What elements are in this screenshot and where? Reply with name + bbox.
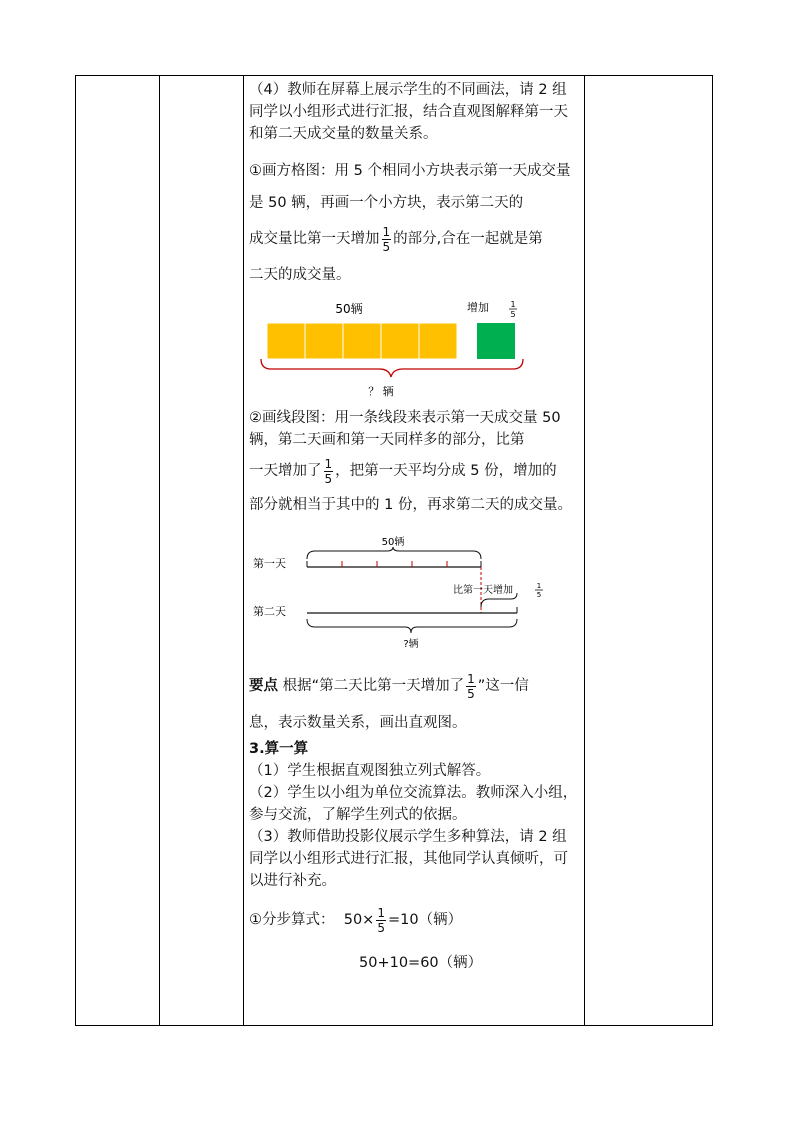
column-divider (159, 76, 160, 1025)
calc-label: ①分步算式： (249, 912, 335, 928)
key-label: 要点 (249, 678, 278, 694)
total-brace (261, 359, 523, 377)
text: =10（辆） (387, 912, 463, 928)
fig2-bottom-label: ?辆 (403, 639, 419, 650)
fig2-compare-label: 比第一天增加 (453, 585, 513, 596)
fig1-add-label: 增加 (467, 301, 489, 314)
fig2-day2: 第二天 (253, 605, 286, 618)
calc-step-1 (249, 898, 579, 942)
fig2-day1: 第一天 (253, 557, 286, 570)
text: ”这一信 (477, 678, 529, 694)
text: 成交量比第一天增加 (249, 231, 380, 247)
fraction-one-fifth: $\frac{1}{5}$ (377, 905, 385, 935)
lesson-content (249, 79, 579, 974)
column-divider (243, 76, 244, 1025)
fig1-frac-num: 1 (510, 300, 516, 309)
paragraph-step4: （4）教师在屏幕上展示学生的不同画法，请 2 组同学以小组形式进行汇报，结合直观图解释第一天和第二天成交量的数量关系。 (249, 82, 568, 142)
green-block (477, 323, 515, 359)
paragraph-line-method-end: 部分就相当于其中的 1 份，再求第二天的成交量。 (249, 497, 572, 513)
fraction-one-fifth: $\frac{1}{5}$ (467, 671, 475, 701)
text: 的部分,合在一起就是第 (393, 231, 543, 247)
text: 一天增加了 (249, 463, 322, 479)
paragraph-grid-method-cont (249, 219, 579, 259)
grid-diagram (249, 297, 579, 407)
yellow-block (267, 323, 305, 359)
fraction-one-fifth: $\frac{1}{5}$ (324, 456, 333, 486)
column-divider (584, 76, 585, 1025)
fig2-frac-den: 5 (536, 591, 542, 599)
text: ，把第一天平均分成 5 份，增加的 (335, 463, 557, 479)
fig2-bottom-brace (307, 619, 517, 633)
yellow-block (305, 323, 343, 359)
section-heading: 3.算一算 (249, 741, 309, 757)
paragraph-calc-3: （3）教师借助投影仪展示学生多种算法，请 2 组同学以小组形式进行汇报，其他同学认真倾听，可以进行补充。 (249, 829, 568, 889)
fig2-top-brace (307, 547, 481, 559)
line-diagram (249, 533, 579, 658)
text: 根据“第二天比第一天增加了 (282, 678, 465, 694)
yellow-block (419, 323, 457, 359)
paragraph-line-method-cont (249, 451, 579, 491)
fig1-top-label: 50辆 (335, 302, 363, 316)
fig1-bottom-label: ？ 辆 (368, 385, 394, 398)
key-point-cont: 息，表示数量关系，画出直观图。 (249, 715, 467, 731)
text: 50× (343, 912, 375, 928)
yellow-block (381, 323, 419, 359)
paragraph-grid-method: ①画方格图：用 5 个相同小方块表示第一天成交量是 50 辆，再画一个小方块，表示第二天的 (249, 163, 571, 211)
paragraph-calc-2: （2）学生以小组为单位交流算法。教师深入小组，参与交流，了解学生列式的依据。 (249, 785, 578, 823)
calc-step-2: 50+10=60（辆） (359, 955, 483, 971)
paragraph-line-method: ②画线段图：用一条线段来表示第一天成交量 50 辆，第二天画和第一天同样多的部分，比第 (249, 410, 561, 448)
fraction-one-fifth: $\frac{1}{5}$ (382, 224, 391, 254)
fig1-frac-den: 5 (510, 310, 516, 319)
yellow-block (343, 323, 381, 359)
fig2-top-label: 50辆 (381, 537, 405, 548)
paragraph-grid-method-end: 二天的成交量。 (249, 267, 351, 283)
paragraph-calc-1: （1）学生根据直观图独立列式解答。 (249, 763, 491, 779)
fig2-frac-num: 1 (536, 582, 542, 590)
key-point (249, 664, 579, 708)
